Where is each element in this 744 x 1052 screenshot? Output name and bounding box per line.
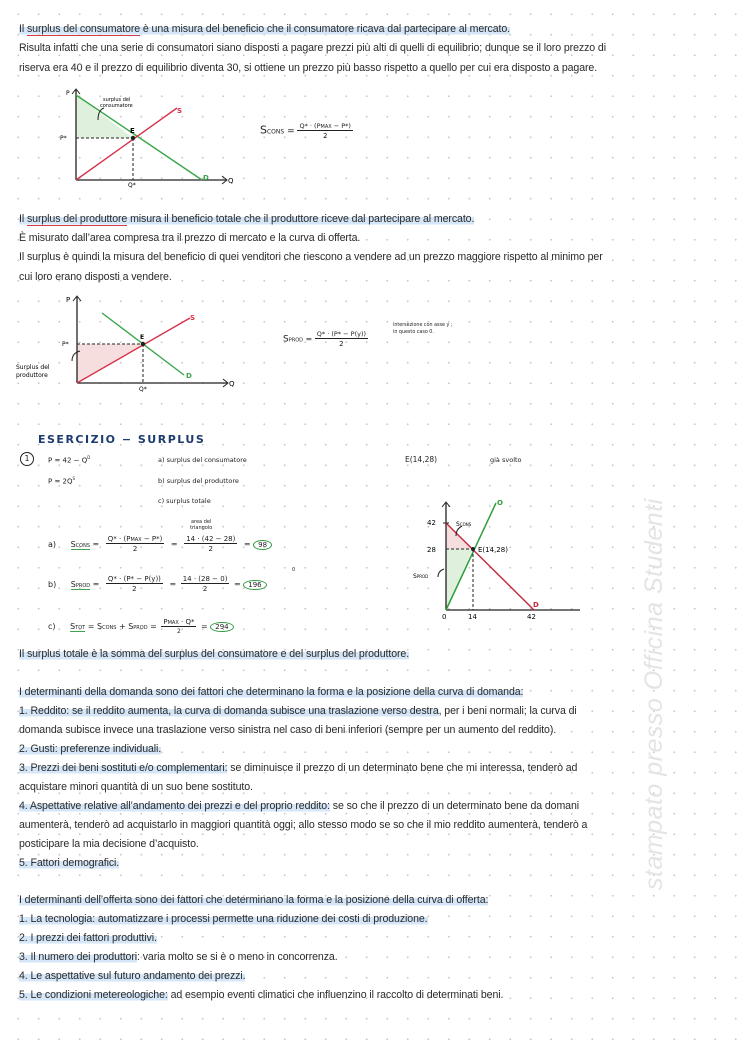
x-tick-42: 42 — [527, 613, 536, 620]
demand-item-1: 1. Reddito: se il reddito aumenta, la curva di domanda subisce una traslazione verso destra, per i beni normali; la curva di — [19, 705, 577, 717]
supply-label: S — [177, 107, 183, 115]
equilibrium-point — [471, 547, 475, 551]
eq-label: E — [130, 127, 135, 135]
annotation-line: consumatore — [100, 103, 133, 109]
demand-equation: $P = 42 - Q^D$ — [48, 455, 91, 465]
qstar-label: Q* — [128, 182, 136, 188]
exercise-graph — [410, 495, 580, 620]
supply-item-1: 1. La tecnologia: automatizzare i processi permette una riduzione dei costi di produzione. — [19, 913, 428, 925]
annotation-line: surplus del — [103, 97, 131, 103]
x-tick-0: 0 — [442, 613, 447, 620]
answer-a-result: 98 — [253, 540, 272, 550]
answer-b-result: 196 — [243, 580, 266, 590]
y-tick-42: 42 — [427, 519, 436, 527]
equilibrium-point — [131, 136, 135, 140]
y-tick-28: 28 — [427, 546, 436, 554]
q-axis-label: Q — [229, 380, 235, 388]
producer-text-line: È misurato dall’area compresa tra il prezzo di mercato e la curva di offerta. — [19, 232, 361, 244]
exercise-title: ESERCIZIO − SURPLUS — [38, 433, 206, 446]
annotation-line: produttore — [16, 372, 48, 379]
p-axis-label: P — [66, 296, 71, 304]
demand-item-2: 2. Gusti: preferenze individuali. — [19, 743, 162, 755]
producer-term: surplus del produttore — [26, 213, 128, 225]
supply-equation: $P = 2Q^S$ — [48, 476, 76, 486]
supply-item-4: 4. Le aspettative sul futuro andamento dei prezzi. — [19, 970, 246, 982]
producer-text-line: Il surplus è quindi la misura del beneficio di quei venditori che riescono a vendere ad un prezzo maggiore rispetto al minimo per — [19, 251, 603, 263]
demand-item-1-cont: domanda subisce invece una traslazione verso sinistra nel caso di beni inferiori (sempre per un aumento del reddito). — [19, 724, 557, 736]
demand-item-3-cont: acquistare minori quantità di un suo bene sostituto. — [19, 781, 253, 793]
producer-formula-note: intersezione con asse y ; in questo caso 0. — [393, 323, 453, 335]
q-axis-label: Q — [228, 177, 234, 185]
demand-item-4: 4. Aspettative relative all’andamento dei prezzi e del proprio reddito: se so che il prezzo di un determinato bene da domani — [19, 800, 580, 812]
producer-definition: Il surplus del produttore misura il beneficio totale che il produttore riceve dal partecipare al mercato. — [19, 213, 475, 225]
consumer-surplus-graph — [30, 88, 240, 188]
demand-label: D — [533, 601, 539, 609]
question-c: c) surplus totale — [158, 497, 211, 505]
equilibrium-point — [141, 342, 145, 346]
sprod-label: SPROD — [413, 573, 429, 580]
consumer-formula: SCONS = $\frac{\text{Q* · (PMAX − P*)}}{2}$ — [260, 122, 351, 140]
question-a: a) surplus del consumatore — [158, 456, 247, 464]
eq-label: E — [140, 334, 145, 341]
producer-formula: SPROD = $\frac{Q* \cdot (P* - P(y))}{2}$ — [283, 330, 367, 348]
demand-item-4-cont: posticipare la mia decisione d’acquisto. — [19, 838, 199, 850]
sprod-pointer — [438, 569, 444, 577]
consumer-text-line: Risulta infatti che una serie di consumatori siano disposti a pagare prezzi più alti di quelli di equilibrio; dunque se il loro prezzo di — [19, 42, 606, 54]
annotation-line: Surplus del — [16, 364, 50, 371]
consumer-definition: Il surplus del consumatore è una misura del beneficio che il consumatore ricava dal partecipare al mercato. — [19, 23, 511, 35]
demand-label: D — [203, 174, 209, 182]
answer-a: a) SCONS = $\frac{\text{Q* · (PMAX − P*)}}{2}$ = $\frac{14 \cdot (42 - 28)}{2}$ = 98 — [48, 535, 272, 553]
qstar-label: Q* — [139, 386, 147, 393]
producer-surplus-graph — [12, 293, 242, 393]
answer-c-result: 294 — [210, 622, 233, 632]
demand-item-5: 5. Fattori demografici. — [19, 857, 120, 869]
total-surplus-line: Il surplus totale è la somma del surplus del consumatore e del surplus del produttore. — [19, 648, 410, 660]
producer-text-line: cui loro erano disposti a vendere. — [19, 271, 172, 283]
consumer-text-line: riserva era 40 e il prezzo di equilibrio diventa 30, si ottiene un prezzo più basso rispetto a quello per cui era disposto a pagare. — [19, 62, 598, 74]
demand-item-3: 3. Prezzi dei beni sostituti e/o complementari: se diminuisce il prezzo di un determinato bene che mi interessa, tenderò ad — [19, 762, 578, 774]
zero-note: 0 — [292, 567, 296, 573]
watermark: stampato presso Officina Studenti — [640, 498, 668, 890]
x-tick-14: 14 — [468, 613, 477, 620]
question-b: b) surplus del produttore — [158, 477, 239, 485]
demand-label: D — [186, 372, 192, 380]
answer-c: c) STOT = SCONS + SPROD = $\frac{\text{PMAX · Q*}}{2}$ = 294 — [48, 618, 234, 635]
supply-item-5: 5. Le condizioni metereologiche: ad esempio eventi climatici che influenzino il raccolto di determinati beni. — [19, 989, 504, 1001]
supply-item-3: 3. Il numero dei produttori: varia molto se si è o meno in concorrenza. — [19, 951, 338, 963]
area-note: area del triangolo — [190, 519, 213, 531]
demand-determinants-intro: I determinanti della domanda sono dei fattori che determinano la forma e la posizione della curva di domanda: — [19, 686, 524, 698]
eq-label: E(14,28) — [478, 546, 508, 554]
supply-label: O — [497, 499, 503, 507]
scons-label: SCONS — [456, 521, 472, 528]
supply-determinants-intro: I determinanti dell’offerta sono dei fattori che determinano la forma e la posizione della curva di offerta: — [19, 894, 489, 906]
pstar-label: P* — [60, 135, 67, 142]
p-axis-label: P — [66, 90, 70, 97]
answer-b: b) SPROD = $\frac{Q* \cdot (P* - P(y))}{2}$ = $\frac{14 \cdot (28 - 0)}{2}$ = 196 — [48, 575, 267, 593]
supply-label: S — [190, 314, 196, 322]
consumer-term: surplus del consumatore — [26, 23, 141, 35]
exercise-number: 1 — [20, 452, 34, 466]
equilibrium-note: già svolto — [490, 456, 522, 464]
equilibrium-label: E(14,28) — [405, 455, 438, 464]
pstar-label: P* — [62, 341, 69, 348]
demand-item-4-cont: aumenterà, tenderò ad acquistarlo in maggiori quantità oggi; allo stesso modo se so che il mio reddito aumenterà, tenderò a — [19, 819, 588, 831]
supply-item-2: 2. I prezzi dei fattori produttivi. — [19, 932, 157, 944]
